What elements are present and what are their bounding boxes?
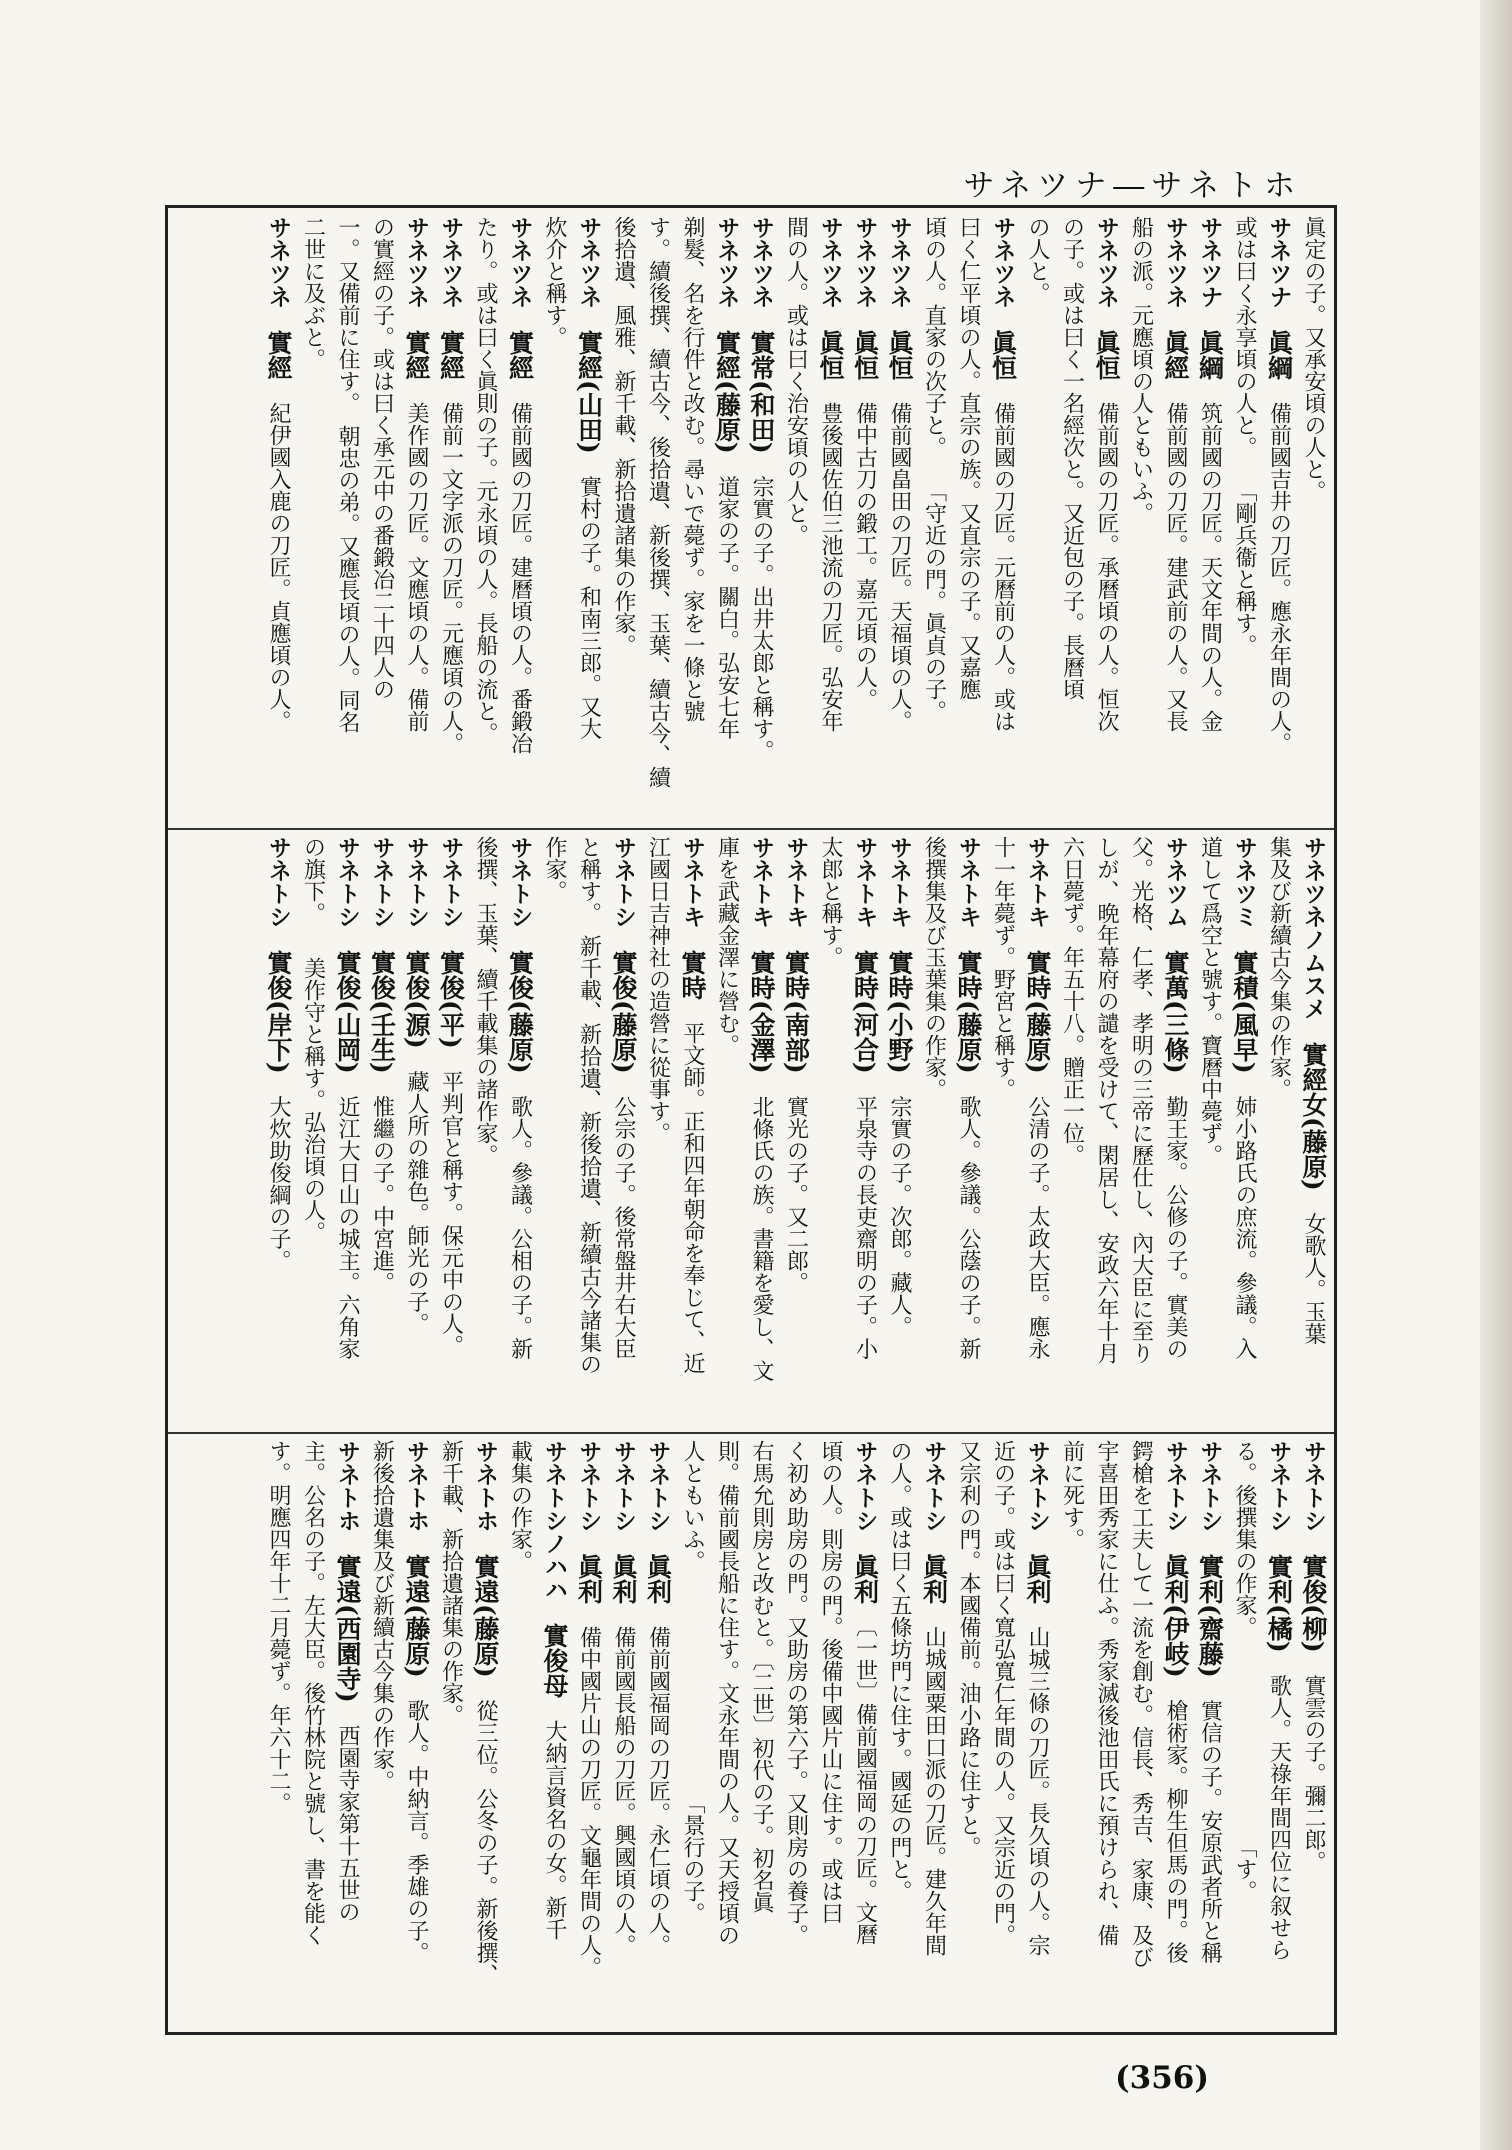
entry-name: 實俊(源): [402, 950, 431, 1049]
entry-text: 實村の子。和南三郎。又大: [576, 475, 602, 740]
entry-text: 前に死す。: [1059, 1440, 1085, 1550]
entry-reading: サネトシ: [1196, 1440, 1223, 1532]
entry-line: [433, 836, 468, 1432]
entry-name: 實俊母: [540, 1623, 569, 1698]
entry-reading: サネトシ: [506, 836, 533, 928]
entry-text: 新千載、新拾遺諸集の作家。: [438, 1440, 464, 1726]
entry-text: 右馬允則房と改むと。〔二世〕初代の子。初名眞: [749, 1440, 774, 1913]
entry-reading: サネツネ: [575, 216, 602, 308]
entry-text: 姉小路氏の庶流。參議。入: [1232, 1095, 1257, 1360]
entry-line: [847, 836, 882, 1432]
entry-text: 鍔槍を工夫して一流を創む。信長、秀吉、家康、及び: [1128, 1440, 1154, 1968]
entry-reading: サネトキ: [851, 836, 878, 928]
entry-text: たり。或は曰く眞則の子。元永頃の人。長船の流と。: [473, 216, 498, 744]
entry-text: 間の人。或は曰く治安頃の人と。: [783, 216, 809, 546]
entry-line: [1227, 836, 1262, 1432]
entry-reading: サネトシノハハ: [541, 1440, 567, 1601]
continuation-line: [916, 216, 951, 828]
continuation-line: [1192, 836, 1227, 1432]
entry-text: 藏人所の雜色。師光の子。: [404, 1070, 429, 1335]
entry-name: 眞經: [1161, 330, 1190, 380]
entry-text: 惟繼の子。中宮進。: [369, 1095, 395, 1294]
continuation-line: [1227, 216, 1262, 828]
entry-reading: サネツネ: [437, 216, 464, 308]
entry-name: 實經: [264, 330, 293, 380]
entry-text: 六日薨ず。年五十八。贈正一位。: [1059, 836, 1085, 1166]
continuation-line: [813, 836, 848, 1432]
entry-line: [606, 836, 641, 1432]
entry-text: 宗實の子。次郎。藏人。: [887, 1095, 912, 1338]
entry-name: 眞綱: [1264, 330, 1294, 380]
entry-text: 平判官と稱す。保元中の人。: [438, 1070, 464, 1357]
entry-line: [399, 216, 434, 828]
entry-line: [847, 1440, 882, 2026]
entry-reading: サネツネ: [1093, 216, 1119, 308]
entry-text: す。明應四年十二月薨ず。年六十二。: [266, 1440, 291, 1814]
text-frame: [165, 205, 1337, 2035]
entry-text: 女歌人。玉葉: [1301, 1212, 1326, 1345]
continuation-line: [951, 216, 986, 828]
entry-text: の旗下。 美作守と稱す。弘治頃の人。: [300, 836, 326, 1243]
entry-line: [1296, 836, 1331, 1432]
entry-name: 實時(藤原): [1023, 950, 1052, 1074]
entry-name: 實經: [505, 330, 535, 380]
continuation-line: [295, 216, 330, 828]
entry-text: 備前國の刀匠。承曆頃の人。恒次: [1094, 402, 1119, 732]
entry-line: [847, 216, 882, 828]
entry-line: [468, 1440, 503, 2026]
entry-line: [571, 216, 606, 828]
entry-reading: サネツナ: [1265, 216, 1292, 308]
continuation-line: [468, 836, 503, 1432]
entry-reading: サネトシ: [1265, 1440, 1292, 1532]
entry-text: 則。備前國長船に住す。文永年間の人。又天授頃の: [714, 1440, 740, 1946]
entry-text: 一。又備前に住す。 朝忠の弟。又應長頃の人。同名: [335, 216, 360, 733]
entry-text: 宇喜田秀家に仕ふ。秀家滅後池田氏に預けられ、備: [1094, 1440, 1119, 1946]
entry-text: の人と。: [1025, 216, 1050, 304]
entry-text: 筑前國の刀匠。天文年間の人。金: [1197, 402, 1223, 732]
section-divider-top: [168, 828, 1334, 830]
continuation-line: [916, 836, 951, 1432]
continuation-line: [606, 216, 641, 828]
continuation-line: [1123, 1440, 1158, 2026]
entry-name: 實時(金澤): [747, 950, 776, 1074]
entry-text: 歌人。天祿年間四位に叙せら: [1266, 1674, 1292, 1961]
entry-line: [364, 836, 399, 1432]
entry-name: 實俊(藤原): [505, 950, 535, 1074]
entry-text: しが、晩年幕府の譴を受けて、閑居し、安政六年十月: [1094, 836, 1119, 1364]
entry-text: る。後撰集の作家。 「す。: [1232, 1440, 1257, 1902]
entry-text: 〔一世〕備前國福岡の刀匠。文曆: [852, 1626, 878, 1945]
entry-line: [261, 836, 296, 1432]
entry-text: 歌人。中納言。季雄の子。: [404, 1699, 429, 1964]
entry-text: 或は曰く永享頃の人と。 「剛兵衞と稱す。: [1232, 216, 1257, 656]
entry-line: [709, 216, 744, 828]
entry-text: 山城國粟田口派の刀匠。建久年間: [921, 1626, 947, 1956]
entry-text: 實信の子。安原武者所と稱: [1197, 1699, 1223, 1964]
entry-name: 眞利: [574, 1554, 604, 1604]
entry-line: [916, 1440, 951, 2026]
entry-text: の子。或は曰く一名經次と。又近包の子。長曆頃: [1059, 216, 1085, 700]
entries-middle: [176, 836, 1330, 1432]
entry-text: 備前國長船の刀匠。興國頃の人。: [611, 1626, 636, 1956]
entry-name: 實俊(柳): [1299, 1554, 1328, 1653]
entry-name: 眞利: [919, 1554, 949, 1604]
entry-reading: サネツネ: [265, 216, 291, 308]
entry-line: [502, 836, 537, 1432]
entry-reading: サネツネ: [403, 216, 429, 308]
entries-bottom: [176, 1440, 1330, 2026]
entry-text: 頃の人。則房の門。後備中國片山に住す。或は曰: [818, 1440, 843, 1924]
continuation-line: [1123, 836, 1158, 1432]
section-divider-bottom: [168, 1432, 1334, 1434]
entry-text: 人ともいふ。 「景行の子。: [680, 1440, 705, 1924]
entry-line: [606, 1440, 641, 2026]
entry-text: 近江大日山の城主。六角家: [335, 1095, 360, 1360]
entries-top: [176, 216, 1330, 828]
entry-reading: サネトキ: [748, 836, 774, 928]
entry-name: 眞恒: [988, 330, 1018, 380]
continuation-line: [1054, 1440, 1089, 2026]
entry-name: 實時: [678, 950, 707, 1000]
entry-text: 備前國吉井の刀匠。應永年間の人。: [1266, 402, 1292, 754]
continuation-line: [1296, 216, 1331, 828]
entry-line: [1261, 216, 1296, 828]
continuation-line: [537, 216, 572, 828]
continuation-line: [709, 1440, 744, 2026]
entry-text: 山城三條の刀匠。長久頃の人。宗: [1025, 1626, 1050, 1956]
entry-name: 實時(河合): [850, 950, 880, 1074]
entry-reading: サネトキ: [1024, 836, 1050, 928]
entry-name: 眞恒: [816, 330, 845, 380]
entry-line: [1296, 1440, 1331, 2026]
entry-text: 太郎と稱す。: [818, 836, 843, 968]
entry-reading: サネツネノムスメ: [1300, 836, 1326, 1020]
entry-text: 實雲の子。彌二郎。: [1301, 1674, 1326, 1873]
entry-reading: サネトシ: [1300, 1440, 1326, 1532]
entry-reading: サネトシ: [403, 836, 429, 928]
entry-text: 父。光格、仁孝、孝明の三帝に歷仕し、內大臣に至り: [1128, 836, 1154, 1364]
entry-name: 實經女(藤原): [1299, 1042, 1328, 1191]
entry-name: 實萬(三條): [1161, 950, 1190, 1074]
entry-text: 道して爲空と號す。寶曆中薨ず。: [1197, 836, 1223, 1166]
entry-reading: サネトシ: [610, 836, 636, 928]
section-middle: [176, 836, 1330, 1432]
continuation-line: [1089, 836, 1124, 1432]
entry-reading: サネトシ: [265, 836, 291, 928]
entry-reading: サネトシ: [334, 836, 360, 928]
entry-line: [675, 836, 710, 1432]
entry-text: 載集の作家。: [507, 1440, 533, 1572]
entry-name: 眞利: [643, 1554, 673, 1604]
entry-name: 眞利: [609, 1554, 638, 1604]
continuation-line: [330, 216, 365, 828]
continuation-line: [537, 836, 572, 1432]
entry-name: 實積(風早): [1230, 950, 1259, 1074]
entry-name: 實俊(山岡): [333, 950, 362, 1074]
entry-text: 備前國の刀匠。元曆前の人。或は: [990, 402, 1016, 732]
continuation-line: [1123, 216, 1158, 828]
continuation-line: [709, 836, 744, 1432]
entry-name: 實利(齋藤): [1195, 1554, 1225, 1678]
entry-text: 勤王家。公修の子。實美の: [1163, 1095, 1188, 1360]
entry-text: の實經の子。或は曰く承元中の番鍛冶二十四人の: [369, 216, 395, 700]
section-bottom: [176, 1440, 1330, 2026]
entry-line: [951, 836, 986, 1432]
entry-text: 大納言資名の女。新千: [542, 1720, 567, 1940]
continuation-line: [364, 216, 399, 828]
entry-text: 頃の人。直家の次子と。 「守近の門。眞貞の子。: [921, 216, 947, 722]
entry-line: [433, 216, 468, 828]
entry-text: 後撰集及び玉葉集の作家。: [921, 836, 947, 1100]
entry-text: 近の子。或は曰く寬弘寬仁年間の人。又宗近の門。: [990, 1440, 1016, 1946]
continuation-line: [1020, 216, 1055, 828]
entry-line: [985, 216, 1020, 828]
entry-line: [1158, 1440, 1193, 2026]
entry-text: 眞定の子。又承安頃の人と。: [1301, 216, 1326, 502]
entry-reading: サネツネ: [1162, 216, 1188, 308]
continuation-line: [1227, 1440, 1262, 2026]
entry-reading: サネツネ: [886, 216, 912, 308]
page-edge-shadow: [1480, 0, 1512, 2150]
entry-line: [640, 1440, 675, 2026]
continuation-line: [744, 1440, 779, 2026]
continuation-line: [571, 836, 606, 1432]
entry-text: 宗實の子。出井太郎と稱す。: [749, 475, 774, 762]
entry-line: [813, 216, 848, 828]
continuation-line: [778, 216, 813, 828]
entry-text: 歌人。參議。公相の子。新: [507, 1095, 533, 1360]
entry-name: 眞綱: [1195, 330, 1225, 380]
entry-text: 公清の子。太政大臣。應永: [1025, 1095, 1050, 1360]
entry-line: [882, 216, 917, 828]
continuation-line: [1054, 216, 1089, 828]
entry-text: 備前國福岡の刀匠。永仁頃の人。: [645, 1626, 671, 1956]
entry-text: 平泉寺の長吏齋明の子。小: [852, 1095, 878, 1360]
entry-text: 紀伊國入鹿の刀匠。貞應頃の人。: [266, 402, 291, 732]
entry-line: [1261, 1440, 1296, 2026]
continuation-line: [364, 1440, 399, 2026]
entry-name: 實常(和田): [747, 330, 776, 454]
entry-reading: サネツネ: [506, 216, 533, 308]
entry-name: 實經: [436, 330, 466, 380]
entry-reading: サネトキ: [886, 836, 912, 928]
entry-name: 實時(南部): [781, 950, 811, 1074]
entry-text: 作家。: [542, 836, 567, 902]
entry-text: 北條氏の族。書籍を愛し、文: [749, 1095, 774, 1382]
continuation-line: [1054, 836, 1089, 1432]
entry-reading: サネトキ: [782, 836, 809, 928]
entry-line: [330, 1440, 365, 2026]
entry-line: [744, 836, 779, 1432]
entry-text: 公宗の子。後常盤井右大臣: [611, 1095, 636, 1360]
entry-name: 實遠(西園寺): [333, 1554, 362, 1703]
entry-line: [882, 836, 917, 1432]
entry-text: 後撰、玉葉、續千載集の諸作家。: [473, 836, 498, 1166]
entry-text: 備前一文字派の刀匠。元應頃の人。: [438, 402, 464, 754]
entry-text: す。續後撰、續古今、後拾遺、新後撰、玉葉、續古今、續: [645, 216, 671, 788]
entry-reading: サネトシ: [1024, 1440, 1050, 1532]
entry-reading: サネツネ: [989, 216, 1016, 308]
entry-line: [571, 1440, 606, 2026]
entry-line: [1020, 836, 1055, 1432]
entry-reading: サネツネ: [817, 216, 843, 308]
entry-line: [399, 836, 434, 1432]
entry-name: 實俊(藤原): [609, 950, 638, 1074]
entry-reading: サネトホ: [472, 1440, 498, 1532]
entry-text: 平文師。正和四年朝命を奉じて、近: [680, 1022, 705, 1374]
entry-text: 道家の子。關白。弘安七年: [714, 475, 740, 740]
entry-name: 眞利(伊岐): [1161, 1554, 1190, 1678]
entry-reading: サネツミ: [1231, 836, 1257, 928]
entry-text: 船の派。元應頃の人ともいふ。: [1128, 216, 1154, 524]
entry-name: 眞恒: [850, 330, 880, 380]
entry-text: 實光の子。又二郎。: [783, 1095, 809, 1294]
entry-name: 實俊(岸下): [264, 950, 293, 1074]
entry-line: [1192, 1440, 1227, 2026]
section-top: [176, 216, 1330, 828]
entry-reading: サネトシ: [368, 836, 395, 928]
entry-reading: サネツム: [1162, 836, 1188, 928]
entry-name: 實俊(平): [436, 950, 466, 1049]
continuation-line: [640, 836, 675, 1432]
entry-name: 眞利: [1023, 1554, 1052, 1604]
entry-text: 大炊助俊綱の子。: [266, 1095, 291, 1272]
entry-name: 眞利: [850, 1554, 880, 1604]
entry-reading: サネトキ: [955, 836, 981, 928]
entry-line: [261, 216, 296, 828]
entry-text: 從三位。公冬の子。新後撰、: [473, 1699, 498, 1986]
entry-name: 實經(藤原): [712, 330, 742, 454]
entry-name: 實遠(藤原): [402, 1554, 431, 1678]
entry-reading: サネトシ: [610, 1440, 636, 1532]
entry-text: 集及び新續古今集の作家。: [1266, 836, 1292, 1100]
continuation-line: [1089, 1440, 1124, 2026]
entry-text: 豊後國佐伯三池流の刀匠。弘安年: [818, 402, 843, 732]
entry-reading: サネツネ: [851, 216, 878, 308]
entry-text: く初め助房の門。又助房の第六子。又則房の養子。: [783, 1440, 809, 1946]
entry-name: 實利(橘): [1264, 1554, 1294, 1653]
continuation-line: [778, 1440, 813, 2026]
entry-line: [1158, 836, 1193, 1432]
entry-name: 實俊(壬生): [367, 950, 397, 1074]
continuation-line: [502, 1440, 537, 2026]
entry-line: [744, 216, 779, 828]
entry-name: 眞恒: [1092, 330, 1121, 380]
entry-text: 西園寺家第十五世の: [335, 1724, 360, 1923]
continuation-line: [985, 1440, 1020, 2026]
continuation-line: [951, 1440, 986, 2026]
entry-text: の人。或は曰く五條坊門に住す。國延の門と。: [887, 1440, 912, 1902]
entry-reading: サネツナ: [1196, 216, 1223, 308]
entry-text: 美作國の刀匠。文應頃の人。備前: [404, 402, 429, 732]
entry-reading: サネトホ: [403, 1440, 429, 1532]
entry-reading: サネトキ: [679, 836, 705, 928]
entry-text: 備中古刀の鍛工。嘉元頃の人。: [852, 402, 878, 710]
continuation-line: [433, 1440, 468, 2026]
continuation-line: [468, 216, 503, 828]
running-head: サネツナ―サネトホ: [963, 168, 1302, 204]
continuation-line: [1261, 836, 1296, 1432]
continuation-line: [640, 216, 675, 828]
continuation-line: [295, 836, 330, 1432]
entry-text: 庫を武藏金澤に營む。: [714, 836, 740, 1056]
entry-line: [537, 1440, 572, 2026]
entry-reading: サネトシ: [851, 1440, 878, 1532]
entry-text: と稱す。 新千載、新拾遺、新後拾遺、新續古今諸集の: [576, 836, 602, 1375]
entry-line: [778, 836, 813, 1432]
entry-line: [1089, 216, 1124, 828]
entry-reading: サネツネ: [748, 216, 774, 308]
entry-text: 備前國畠田の刀匠。天福頃の人。: [887, 402, 912, 732]
entry-name: 實時(藤原): [954, 950, 983, 1074]
entry-line: [1020, 1440, 1055, 2026]
entry-line: [399, 1440, 434, 2026]
continuation-line: [675, 216, 710, 828]
entry-reading: サネトシ: [437, 836, 464, 928]
entry-line: [1192, 216, 1227, 828]
entry-text: 備前國の刀匠。建武前の人。又長: [1163, 402, 1188, 732]
entry-text: 後拾遺、風雅、新千載、新拾遺諸集の作家。: [611, 216, 636, 656]
entry-text: 備中國片山の刀匠。文龜年間の人。: [576, 1626, 602, 1978]
continuation-line: [295, 1440, 330, 2026]
entry-name: 實經: [402, 330, 431, 380]
entry-name: 實時(小野): [885, 950, 914, 1074]
entry-reading: サネトシ: [920, 1440, 947, 1532]
entry-text: 二世に及ぶと。: [300, 216, 326, 370]
entry-reading: サネトシ: [644, 1440, 671, 1532]
entry-line: [1158, 216, 1193, 828]
entry-reading: サネトシ: [575, 1440, 602, 1532]
entry-line: [330, 836, 365, 1432]
continuation-line: [882, 1440, 917, 2026]
entry-text: 曰く仁平頃の人。直宗の族。又直宗の子。又嘉應: [956, 216, 981, 700]
entry-reading: サネトホ: [334, 1440, 360, 1532]
entry-text: 又宗利の門。本國備前。油小路に住すと。: [956, 1440, 981, 1858]
entry-name: 實遠(藤原): [471, 1554, 500, 1678]
entry-reading: サネツネ: [713, 216, 740, 308]
entry-name: 實經(山田): [574, 330, 604, 454]
entry-line: [502, 216, 537, 828]
entry-text: 十一年薨ず。野宮と稱す。: [990, 836, 1016, 1100]
continuation-line: [813, 1440, 848, 2026]
entry-text: 江國日吉神社の造營に從事す。: [645, 836, 671, 1144]
continuation-line: [675, 1440, 710, 2026]
entry-name: 眞恒: [885, 330, 914, 380]
entry-text: 剃髮、名を行件と改む。尋いで薨ず。家を一條と號: [680, 216, 705, 722]
continuation-line: [261, 1440, 296, 2026]
entry-text: 炊介と稱す。: [542, 216, 567, 348]
entry-text: 槍術家。柳生但馬の門。後: [1163, 1699, 1188, 1964]
entry-text: 備前國の刀匠。建曆頃の人。番鍛冶: [507, 402, 533, 754]
entry-text: 新後拾遺集及び新續古今集の作家。: [369, 1440, 395, 1792]
page-number: (356): [1115, 2060, 1210, 2096]
continuation-line: [985, 836, 1020, 1432]
entry-text: 歌人。參議。公蔭の子。新: [956, 1095, 981, 1360]
entry-text: 主。公名の子。左大臣。後竹林院と號し、書を能く: [300, 1440, 326, 1946]
entry-reading: サネトシ: [1162, 1440, 1188, 1532]
